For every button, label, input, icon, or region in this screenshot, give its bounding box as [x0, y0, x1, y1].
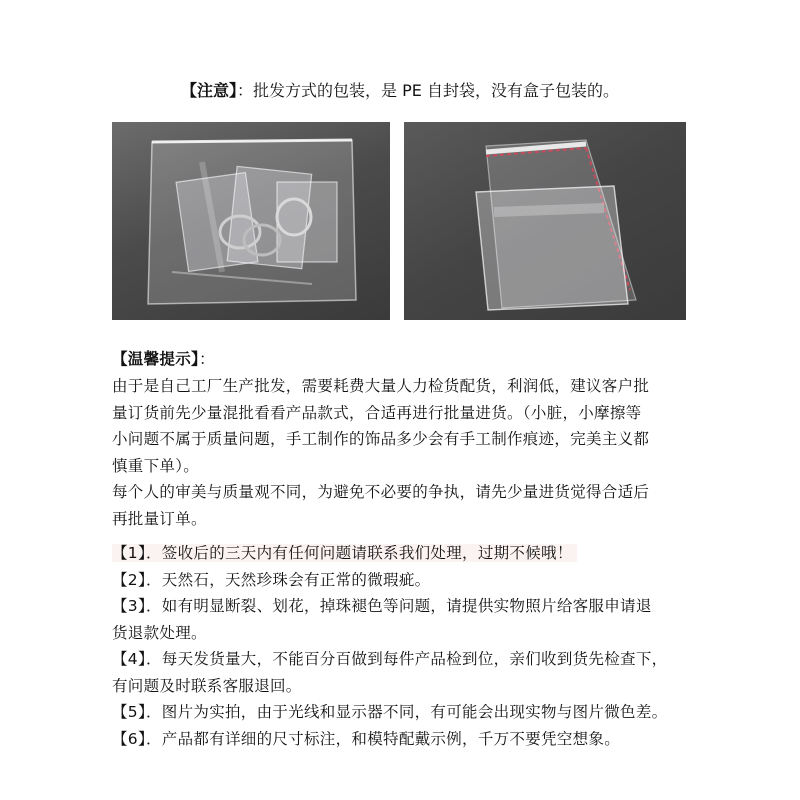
notes-list — [112, 540, 692, 752]
list-item-3-line2: 货退款处理。 — [112, 623, 207, 642]
packaging-photo-ziplock-bags — [112, 122, 390, 320]
list-item-3-line1: 【3】．如有明显断裂、划花，掉珠褪色等问题，请提供实物照片给客服申请退 — [112, 597, 652, 615]
notice-text: ：批发方式的包装，是 PE 自封袋，没有盒子包装的。 — [237, 81, 619, 100]
list-item-5: 【5】．图片为实拍，由于光线和显示器不同，有可能会出现实物与图片微色差。 — [112, 703, 668, 721]
tips-para1-line2: 量订货前先少量混批看看产品款式，合适再进行批量进货。（小脏，小摩擦等 — [112, 403, 642, 422]
tips-body — [112, 373, 692, 532]
list-item-4-line2: 有问题及时联系客服退回。 — [112, 676, 302, 695]
list-item-6: 【6】．产品都有详细的尺寸标注，和模特配戴示例，千万不要凭空想象。 — [112, 729, 621, 748]
tips-heading — [112, 346, 692, 373]
tips-title-suffix: ： — [199, 350, 215, 368]
tips-para2-line1: 每个人的审美与质量观不同，为避免不必要的争执，请先少量进货觉得合适后 — [112, 483, 650, 501]
tips-para1-line3: 小问题不属于质量问题，手工制作的饰品多少会有手工制作痕迹，完美主义都 — [112, 430, 650, 448]
tips-title: 【温馨提示】 — [112, 350, 200, 368]
ziplock-bags-with-rings-icon — [112, 122, 390, 320]
list-item — [112, 540, 692, 567]
tips-para1-line4: 慎重下单）。 — [112, 456, 200, 475]
notice-line — [0, 80, 800, 102]
notice-label: 【注意】 — [181, 81, 238, 100]
tips-para1-line1: 由于是自己工厂生产批发，需要耗费大量人力检货配货，利润低，建议客户批 — [112, 377, 650, 395]
list-item-1: 【1】．签收后的三天内有任何问题请联系我们处理，过期不候哦！ — [112, 544, 577, 562]
list-item-2: 【2】．天然石，天然珍珠会有正常的微瑕疵。 — [112, 570, 431, 589]
self-seal-pe-bag-icon — [404, 122, 686, 320]
list-item-4-line1: 【4】．每天发货量大，不能百分百做到每件产品检到位，亲们收到货先检查下， — [112, 650, 668, 668]
packaging-photo-self-seal-bag — [404, 122, 686, 320]
tips-para2-line2: 再批量订单。 — [112, 509, 207, 528]
